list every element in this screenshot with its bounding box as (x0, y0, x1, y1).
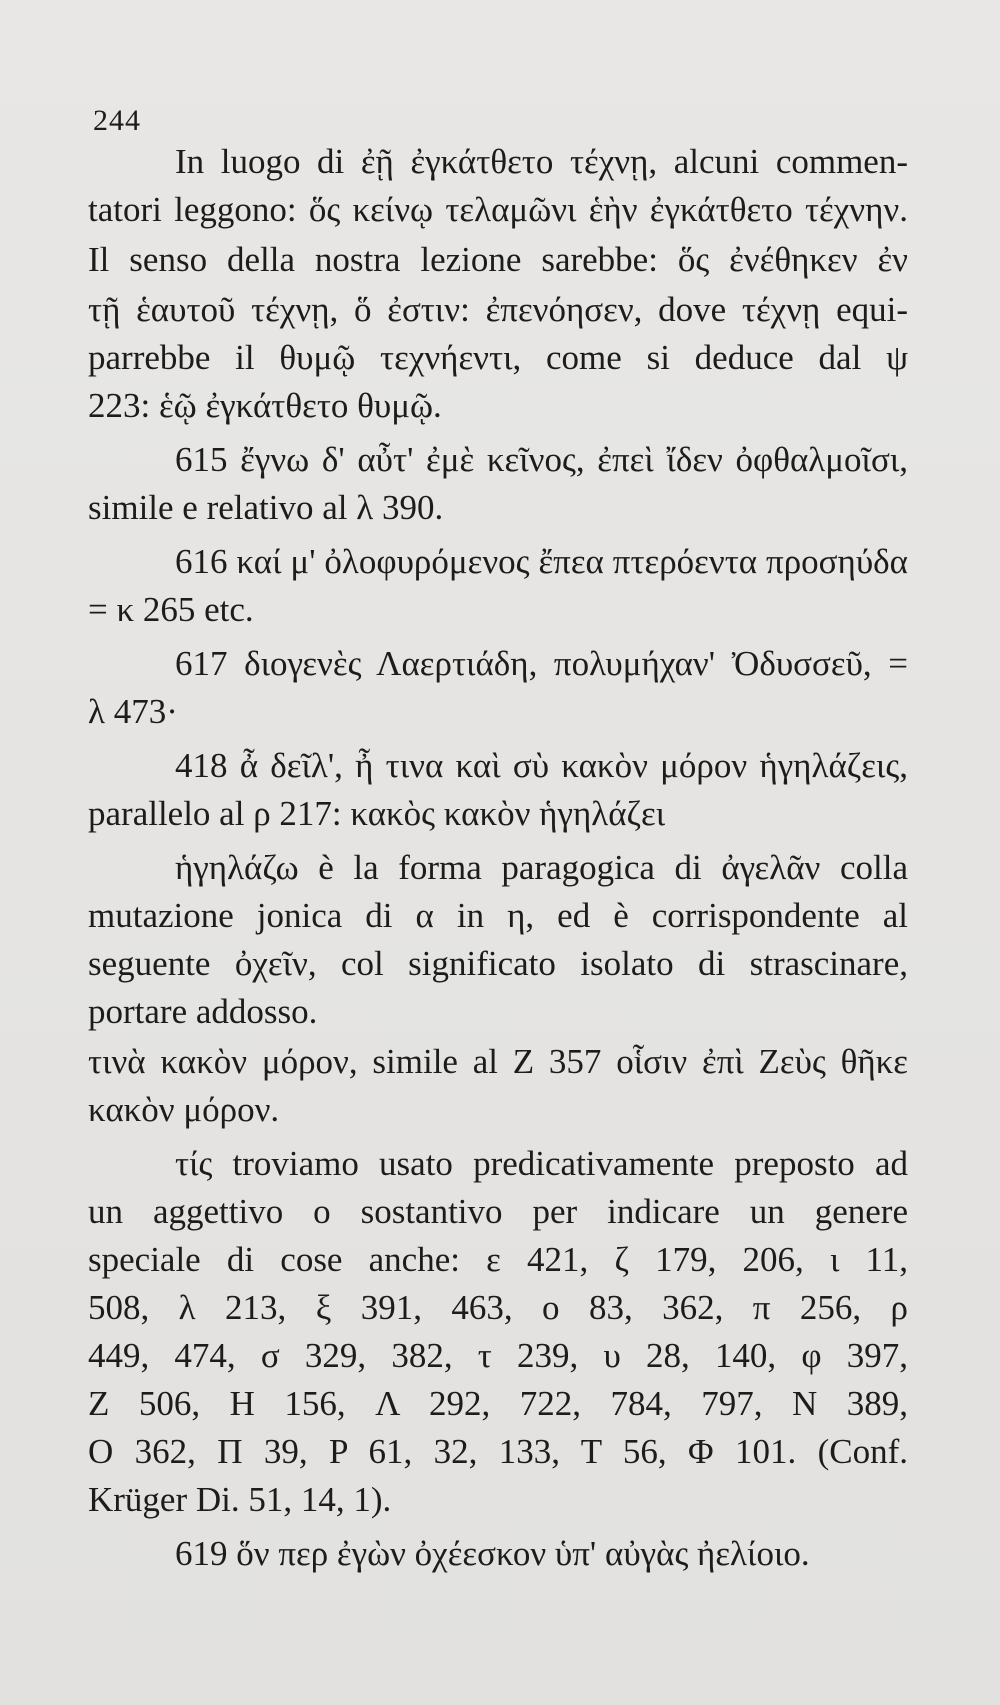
text-line: τίς troviamo usato predicativamente preposto ad (175, 1144, 908, 1183)
text-line: τινὰ κακὸν μόρον, simile al Z 357 οἷσιν ἐπὶ Ζεὺς θῆκε (88, 1042, 908, 1081)
text-line: 508, λ 213, ξ 391, 463, ο 83, 362, π 256, ρ (88, 1288, 908, 1327)
text-line: speciale di cose anche: ε 421, ζ 179, 206, ι 11, (88, 1240, 908, 1279)
text-line: 223: ἑῷ ἐγκάτθετο θυμῷ. (88, 386, 442, 425)
text-line: κακὸν μόρον. (88, 1090, 280, 1129)
text-line: tatori leggono: ὅς κείνῳ τελαμῶνι ἑὴν ἐγκάτθετο τέχνην. (88, 190, 908, 229)
text-line: un aggettivo o sostantivo per indicare un genere (88, 1192, 908, 1231)
text-line: 619 ὅν περ ἐγὼν ὀχέεσκον ὑπ' αὐγὰς ἠελίοιο. (175, 1534, 810, 1573)
text-line: Z 506, H 156, Λ 292, 722, 784, 797, N 389, (88, 1384, 908, 1423)
page-number: 244 (93, 104, 141, 137)
text-line: ἡγηλάζω è la forma paragogica di ἀγελᾶν colla (175, 848, 908, 887)
text-line: portare addosso. (88, 992, 318, 1031)
text-line: parallelo al ρ 217: κακὸς κακὸν ἡγηλάζει (88, 794, 666, 833)
text-line: Krüger Di. 51, 14, 1). (88, 1480, 392, 1519)
text-line: simile e relativo al λ 390. (88, 488, 444, 527)
text-line: 616 καί μ' ὀλοφυρόμενος ἔπεα πτερόεντα προσηύδα (175, 542, 908, 581)
text-line: parrebbe il θυμῷ τεχνήεντι, come si deduce dal ψ (88, 338, 908, 377)
text-line: 615 ἔγνω δ' αὖτ' ἐμὲ κεῖνος, ἐπεὶ ἴδεν ὀφθαλμοῖσι, (175, 440, 908, 479)
text-line: In luogo di ἐῇ ἐγκάτθετο τέχνῃ, alcuni commen- (175, 142, 908, 181)
text-line: mutazione jonica di α in η, ed è corrispondente al (88, 896, 908, 935)
text-line: τῇ ἑαυτοῦ τέχνῃ, ὅ ἐστιν: ἐπενόησεν, dove τέχνῃ equi- (88, 290, 908, 329)
text-line: = κ 265 etc. (88, 590, 254, 629)
text-line: λ 473· (88, 692, 178, 731)
text-line: O 362, Π 39, P 61, 32, 133, T 56, Φ 101. (Conf. (88, 1432, 908, 1471)
text-line: 418 ἆ δεῖλ', ἦ τινα καὶ σὺ κακὸν μόρον ἡγηλάζεις, (175, 746, 908, 785)
text-line: 617 διογενὲς Λαερτιάδη, πολυμήχαν' Ὀδυσσεῦ, = (175, 644, 908, 683)
text-line: seguente ὀχεῖν, col significato isolato di strascinare, (88, 944, 908, 983)
text-line: Il senso della nostra lezione sarebbe: ὅς ἐνέθηκεν ἐν (88, 240, 908, 279)
text-line: 449, 474, σ 329, 382, τ 239, υ 28, 140, φ 397, (88, 1336, 908, 1375)
